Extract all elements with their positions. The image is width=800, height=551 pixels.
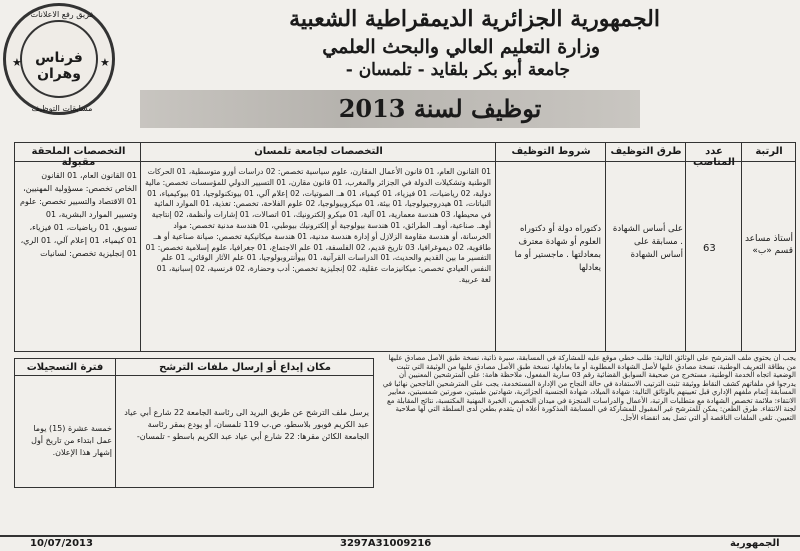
col-divider <box>685 143 686 351</box>
footer-code: 3297A31009216 <box>340 538 432 549</box>
rank-cell: أستاذ مساعد قسم «ب» <box>744 234 793 256</box>
annex-cell: 01 القانون العام، 01 القانون الخاص تخصص: مسؤولية المهنيين، 01 الاقتصاد والتسيير تخصص: علوم وتسيير الموارد البشرية، 01 تسويق، 01 رياضيات، 01 فيزياء، 01 كيمياء، 01 إعلام آلي، 01 الري، 01 إنجليزية تخصص: لسانيات <box>20 171 137 258</box>
header-registration-period: فترة التسجيلات <box>26 362 104 373</box>
method-cell: على أساس الشهادة . مسابقة على أساس الشهادة <box>612 224 683 260</box>
deposit-table <box>14 358 374 488</box>
header-university: جامعة أبو بكر بلقايد - تلمسان - <box>345 60 570 80</box>
stamp-bottom-text: مسابقات التوظيف <box>31 104 93 113</box>
star-icon: ★ <box>12 56 22 69</box>
col-divider <box>741 143 742 351</box>
table-header-divider <box>15 375 373 376</box>
registration-period-cell: خمسة عشرة (15) يوما عمل ابتداء من تاريخ أول إشهار هذا الإعلان. <box>31 424 112 457</box>
specialties-cell: 01 القانون العام، 01 قانون الأعمال المقارن، علوم سياسية تخصص: 02 دراسات أورو متوسطية، 01 الحركات الوطنية وتشكيلات الدولة في الجزائر والمغرب، 01 قانون مقارن، 01 التسيير الدولي للمؤسسات تخصص: مالية دولية، 02 رياضيات، 01 فيزياء، 01 كيمياء، 01 هـ. الصوتيات، 02 إعلام آلي، 01 بيوتكنولوجيا، 01 بيوكيمياء، 01 النباتات، 01 هيدروجيولوجيا، 01 بيئة، 01 ميكروبيولوجيا، 02 علوم الفلاحة، تخصص: تغذية، 01 الموارد المائية في محيطها، 03 هندسة معمارية، 01 آلية، 01 ميكرو إلكترونيك، 01 اتصالات، 01 إشارات وأنظمة، 02 إنتاجية أوهـ. صناعية، أوهـ. الطرائق، 01 هندسة بيولوجية أو إلكترونيك بيوطبي، 01 هندسة مدنية تخصص: مواد الخرسانة، أو هندسة مقاومة الزلازل أو إدارة هندسة مدنية، 01 هندسة ميكانيكية تخصص: صيانة صناعية أو هـ. طاقوية، 02 ديموغرافيا، 03 تاريخ قديم، 02 الفلسفة، 01 علم الاجتماع، 01 جغرافيا، علوم إسلامية تخصص: 01 التفسير ما بين القديم والحديث، 01 الدراسات القرآنية، 01 بيوأنتروبولوجيا، 01 علم الآثار الوقائي، 01 علم النفس العيادي تخصص: ميكانيزمات عقلية، 02 إنجليزية تخصص: أدب وحضارة، 02 فرنسية، 02 إسبانية، 01 لغة عربية. <box>145 167 491 284</box>
page-title: توظيف لسنة 2013 <box>338 94 542 123</box>
star-icon: ★ <box>100 56 110 69</box>
recruitment-table <box>14 142 796 352</box>
footer-date: 10/07/2013 <box>30 538 93 549</box>
col-divider <box>115 359 116 487</box>
col-divider <box>140 143 141 351</box>
header-rank: الرتبة <box>755 146 783 157</box>
footer-newspaper: الجمهورية <box>730 538 780 549</box>
stamp-seal <box>3 3 115 115</box>
header-conditions: شروط التوظيف <box>511 146 591 157</box>
conditions-cell: دكتوراه دولة أو دكتوراه العلوم أو شهادة معترف بمعادلتها . ماجستير أو ما يعادلها <box>514 224 601 273</box>
positions-cell: 63 <box>703 243 716 254</box>
header-republic: الجمهورية الجزائرية الديمقراطية الشعبية <box>289 6 660 32</box>
header-annex: التخصصات الملحقة مقبولة <box>31 146 126 168</box>
header-method: طرق التوظيف <box>610 146 682 157</box>
stamp-middle-text: فرناس وهران <box>35 50 83 82</box>
col-divider <box>605 143 606 351</box>
stamp-top-text: فريق رفع الاعلانات <box>30 10 94 19</box>
deposit-place-cell: يرسل ملف الترشح عن طريق البريد الى رئاسة الجامعة 22 شارع أبي عياد عبد الكريم فوبور بلاسطو، ص.ب 119 تلمسان، أو يودع بمقر رئاسة الجامعة الكائن مقرها: 22 شارع أبي عياد عبد الكريم باسطو - تلمسان- <box>124 408 369 441</box>
footer-divider <box>0 535 800 537</box>
required-documents-notes: يجب أن يحتوي ملف المترشح على الوثائق التالية: طلب خطي موقع عليه للمشاركة في المسابقة، سيرة ذاتية، نسخة طبق الأصل مصادق عليها من بطاقة التعريف الوطنية، نسخة مصادق عليها لأصل الشهادة المطلوبة أو ما يعادلها، نسخة طبق الأصل مصادق عليها من الوثيقة التي تثبت الوضعية اتجاه الخدمة الوطنية، مستخرج من صحيفة السوابق القضائية رقم 03 سارية المفعول، ملاحظة هامة: على المترشحين المعنيين أن يدرجوا في ملفاتهم كشف النقاط ووثيقة تثبت الترتيب الاستفادة في حالة النجاح من الإدارة المستخدمة، يجب على المترشحين الناجحين نهائيا في المسابقة إتمام ملفهم الإداري قبل تعيينهم بالوثائق التالية: شهادة الميلاد، شهادة الجنسية الجزائرية، شهادتين طبيتين، صورتين شمسيتين، معايير الانتقاء: ملائمة تخصص الشهادة مع متطلبات الرتبة، الأعمال والدراسات المنجزة في ميدان التخصص، الخبرة المهنية المكتسبة، نتائج المقابلة مع لجنة الانتقاء. طرق الطعن: يمكن للمترشح غير المقبول للمشاركة في المسابقة المذكورة أعلاه أن يتقدم بطعن لدى السلطة التي لها صلاحية التعيين. تلغى الملفات الناقصة أو التي تصل بعد انقضاء الأجل. <box>382 354 796 422</box>
col-divider <box>495 143 496 351</box>
header-specialties: التخصصات لجامعة تلمسان <box>254 146 383 157</box>
header-positions: عدد المناصب <box>693 146 735 168</box>
header-ministry: وزارة التعليم العالي والبحث العلمي <box>322 36 600 58</box>
header-deposit-place: مكان إيداع أو إرسال ملفات الترشح <box>159 362 331 373</box>
